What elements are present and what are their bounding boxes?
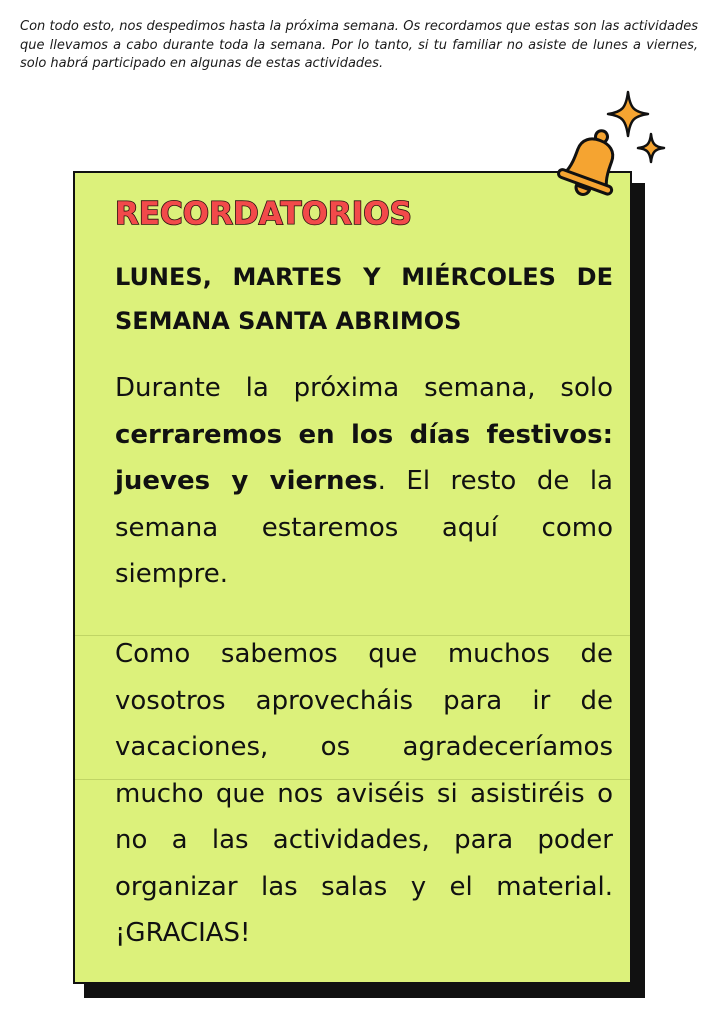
paragraph-notify-attendance: Como sabemos que muchos de vosotros aprovecháis para ir de vacaciones, os agradeceríamos mucho que nos aviséis si asistiréis o no a las actividades, para poder organizar las salas y el material. ¡GRACIAS! (115, 639, 613, 948)
reminder-card (73, 171, 632, 984)
paragraph-closing-days-part2: . El resto de la semana estaremos aquí como siempre. (115, 466, 613, 589)
card-title: RECORDATORIOS (115, 196, 412, 232)
paragraph-closing-days (115, 365, 613, 598)
intro-text: Con todo esto, nos despedimos hasta la próxima semana. Os recordamos que estas son las actividades que llevamos a cabo durante toda la semana. Por lo tanto, si tu familiar no asiste de lunes a viernes, solo habrá participado en algunas de estas actividades. (20, 19, 698, 71)
paragraph-closing-days-part1: Durante la próxima semana, solo (115, 373, 613, 403)
sparkle-icon (638, 134, 664, 162)
paragraph-closing-days-bold: cerraremos en los días festivos: jueves y viernes (115, 419, 613, 496)
sparkle-icon (608, 92, 648, 136)
bell-icon (538, 88, 668, 218)
card-subtitle: LUNES, MARTES Y MIÉRCOLES DE SEMANA SANTA ABRIMOS (115, 263, 613, 335)
